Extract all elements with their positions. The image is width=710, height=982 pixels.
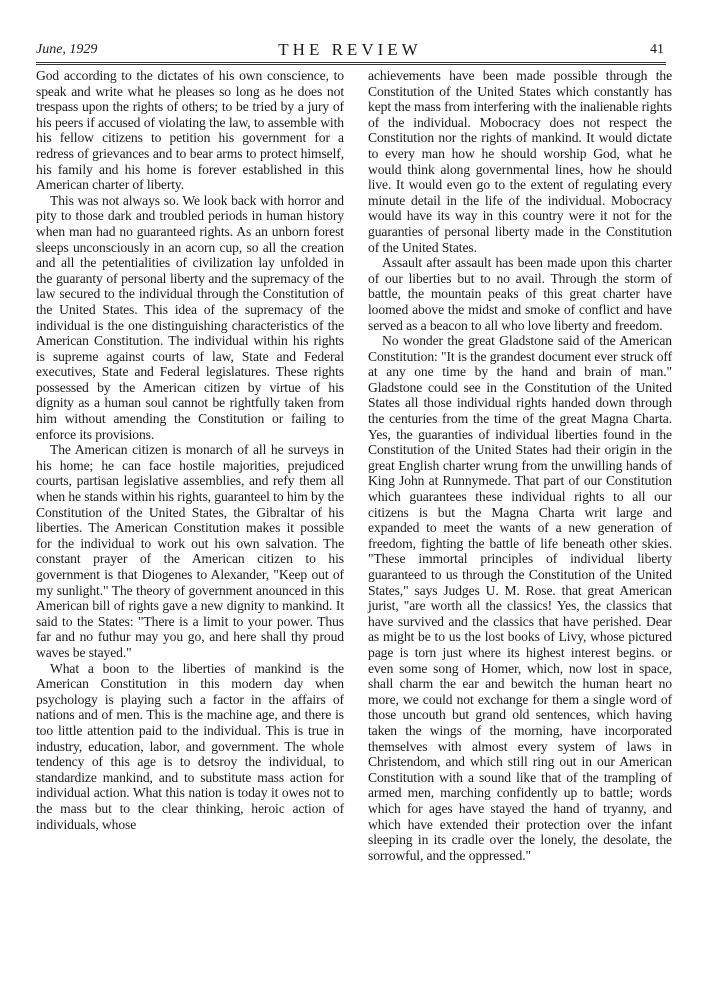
header-rule-top [36,62,666,63]
paragraph: God according to the dictates of his own conscience, to speak and write what he pleases so long as he does not trespass upon the rights of others; to be tried by a jury of his peers if accused of violating the law, to assemble with his fellow citizens to petition his government for a redress of grievances and to bear arms to protect himself, his family and his home is forever established in this American charter of liberty. [36,68,344,193]
paragraph: achievements have been made possible through the Constitution of the United States which constantly has kept the mass from interfering with the inalienable rights of the individual. Mobocracy does not respect the Constitution nor the rights of mankind. It would dictate to every man how he should worship God, what he would think along governmental lines, how he should live. It would even go to the extent of regulating every minute detail in the life of the individual. Mobocracy would have its way in this country were it not for the guaranties of personal liberty made in the Constitution of the United States. [368,68,672,255]
right-column [368,68,672,863]
page-number: 41 [650,42,664,57]
page-header [36,40,664,62]
header-date: June, 1929 [36,42,98,57]
paragraph: The American citizen is monarch of all he surveys in his home; he can face hostile majorities, prejudiced courts, partisan legislative assemblies, and refy them all when he stands within his rights, guaranteel to him by the Constitution of the United States, the Gibraltar of his liberties. The American Constitution makes it possible for the individual to work out his own salvation. The constant prayer of the American citizen to his government is that Diogenes to Alexander, "Keep out of my sunlight." The theory of government anounced in this American bill of rights gave a new dignity to mankind. It said to the States: "There is a limit to your power. Thus far and no futhur may you go, and here shall thy proud waves be stayed." [36,442,344,660]
publication-title: THE REVIEW [278,40,422,59]
paragraph: This was not always so. We look back with horror and pity to those dark and troubled periods in human history when man had no guaranteed rights. As an unborn forest sleeps unconsciously in an acorn cup, so all the creation and all the petentialities of civilization lay unfolded in the guaranty of personal liberty and the supremacy of the law secured to the individual through the Constitution of the United States. This idea of the supremacy of the individual is the one distinguishing characteristics of the American Constitution. The individual within his rights is supreme against courts of law, State and Federal executives, State and Federal legislatures. These rights possessed by the American citizen by virtue of his dignity as a human soul cannot be rightfully taken from him without amending the Constitution or failing to enforce its provisions. [36,192,344,442]
header-rule-bottom [36,64,666,65]
paragraph: No wonder the great Gladstone said of the American Constitution: "It is the grandest document ever struck off at any one time by the hand and brain of man." Gladstone could see in the Constitution of the United States all those individual rights handed down through the centuries from the time of the great Magna Charta. Yes, the guaranties of individual liberties found in the Constitution of the United States had their origin in the great English charter wrung from the unwilling hands of King John at Runnymede. That part of our Constitution which guarantees these individual rights to all our citizens is but the Magna Charta writ large and expanded to meet the wants of a new generation of freedom, fighting the battle of life beneath other skies. "These immortal principles of individual liberty guaranteed to us through the Constitution of the United States," says Judges U. M. Rose. that great American jurist, "are worth all the classics! Yes, the classics that have survived and the classics that have perished. Dear as might be to us the lost books of Livy, whose pictured page is torn just where its highest interest begins. or even some song of Homer, which, now lost in space, shall charm the ear and bewitch the human heart no more, we could not exchange for them a single word of those uncouth but grand old sentences, which having taken the wings of the morning, have incorporated themselves with almost every system of laws in Christendom, and which still ring out in our American Constitution with a sound like that of the trampling of armed men, marching confidently up to battle; words which for ages have stayed the hand of tryanny, and which have extended their protection over the infant sleeping in its cradle over the lonely, the desolate, the sorrowful, and the oppressed." [368,333,672,863]
paragraph: Assault after assault has been made upon this charter of our liberties but to no avail. Through the storm of battle, the mountain peaks of this great charter have loomed above the midst and smoke of conflict and have served as a beacon to all who love liberty and freedom. [368,255,672,333]
left-column [36,68,344,832]
paragraph: What a boon to the liberties of mankind is the American Constitution in this modern day when psychology is playing such a factor in the affairs of nations and of men. This is the machine age, and there is too little attention paid to the individual. This is true in industry, education, labor, and government. The whole tendency of this age is to detsroy the individual, to standardize mankind, and to substitute mass action for individual action. What this nation is today it owes not to the mass but to the clear thinking, heroic action of individuals, whose [36,660,344,832]
